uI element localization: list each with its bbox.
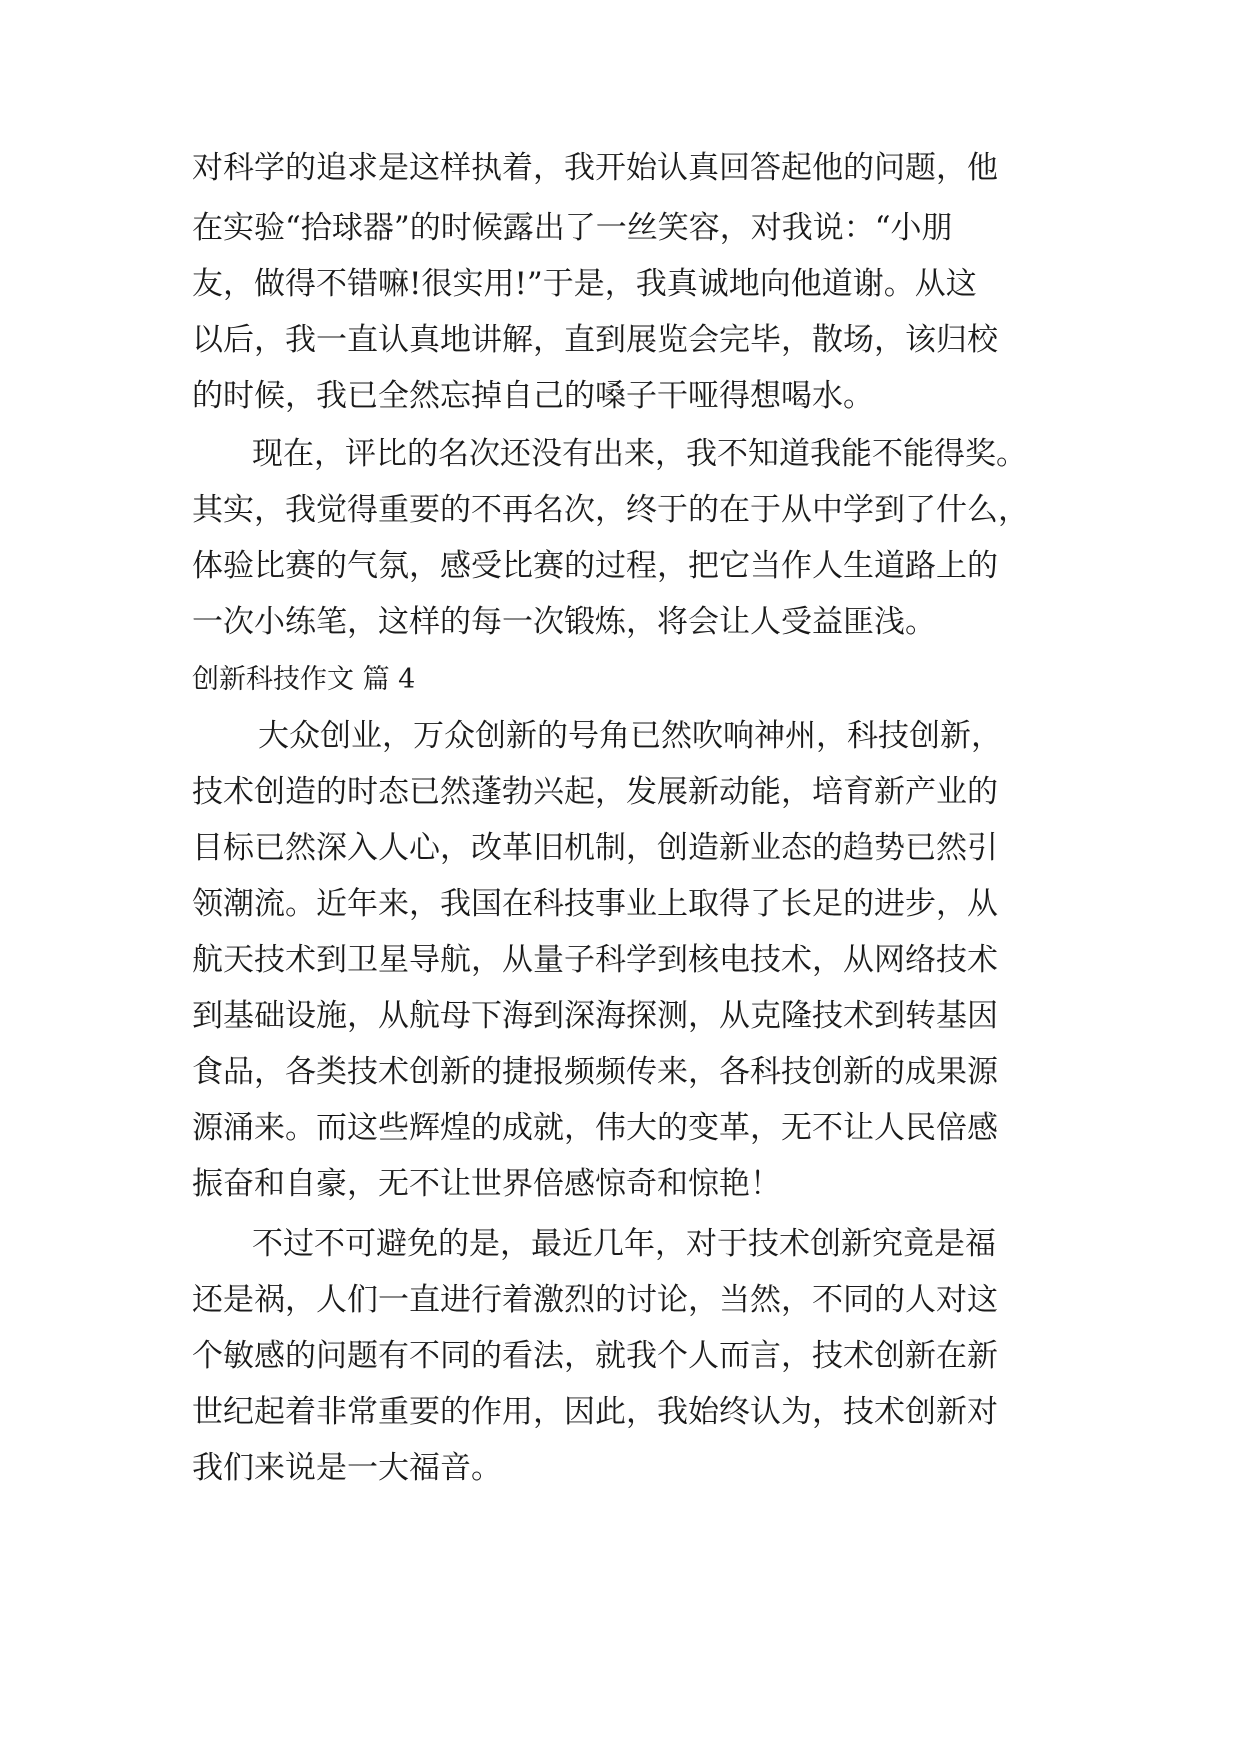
section-heading: 创新科技作文 篇 4: [192, 664, 416, 695]
paragraph-2-line-1: 现在，评比的名次还没有出来，我不知道我能不能得奖。: [252, 436, 1027, 472]
paragraph-2-line-2: 其实，我觉得重要的不再名次，终于的在于从中学到了什么，: [192, 492, 1029, 528]
paragraph-1-line-3: 友，做得不错嘛!很实用!”于是，我真诚地向他道谢。从这: [192, 266, 977, 302]
paragraph-3-line-1: 大众创业，万众创新的号角已然吹响神州，科技创新，: [258, 718, 1002, 754]
paragraph-3-line-4: 领潮流。近年来，我国在科技事业上取得了长足的进步，从: [192, 886, 998, 922]
paragraph-1-line-4: 以后，我一直认真地讲解，直到展览会完毕，散场，该归校: [192, 322, 998, 358]
paragraph-3-line-5: 航天技术到卫星导航，从量子科学到核电技术，从网络技术: [192, 942, 998, 978]
paragraph-3-line-7: 食品，各类技术创新的捷报频频传来，各科技创新的成果源: [192, 1054, 998, 1090]
paragraph-3-line-6: 到基础设施，从航母下海到深海探测，从克隆技术到转基因: [192, 998, 998, 1034]
paragraph-1-line-5: 的时候，我已全然忘掉自己的嗓子干哑得想喝水。: [192, 378, 874, 414]
paragraph-4-line-1: 不过不可避免的是，最近几年，对于技术创新究竟是福: [252, 1226, 996, 1262]
paragraph-3-line-9: 振奋和自豪，无不让世界倍感惊奇和惊艳！: [192, 1166, 781, 1202]
paragraph-2-line-3: 体验比赛的气氛，感受比赛的过程，把它当作人生道路上的: [192, 548, 998, 584]
paragraph-1-line-2: 在实验“拾球器”的时候露出了一丝笑容，对我说：“小朋: [192, 210, 953, 246]
paragraph-4-line-2: 还是祸，人们一直进行着激烈的讨论，当然，不同的人对这: [192, 1282, 998, 1318]
paragraph-3-line-2: 技术创造的时态已然蓬勃兴起，发展新动能，培育新产业的: [192, 774, 998, 810]
paragraph-4-line-5: 我们来说是一大福音。: [192, 1450, 502, 1486]
paragraph-3-line-3: 目标已然深入人心，改革旧机制，创造新业态的趋势已然引: [192, 830, 998, 866]
paragraph-4-line-4: 世纪起着非常重要的作用，因此，我始终认为，技术创新对: [192, 1394, 998, 1430]
paragraph-1-line-1: 对科学的追求是这样执着，我开始认真回答起他的问题，他: [192, 150, 998, 186]
paragraph-2-line-4: 一次小练笔，这样的每一次锻炼，将会让人受益匪浅。: [192, 604, 936, 640]
paragraph-4-line-3: 个敏感的问题有不同的看法，就我个人而言，技术创新在新: [192, 1338, 998, 1374]
paragraph-3-line-8: 源涌来。而这些辉煌的成就，伟大的变革，无不让人民倍感: [192, 1110, 998, 1146]
